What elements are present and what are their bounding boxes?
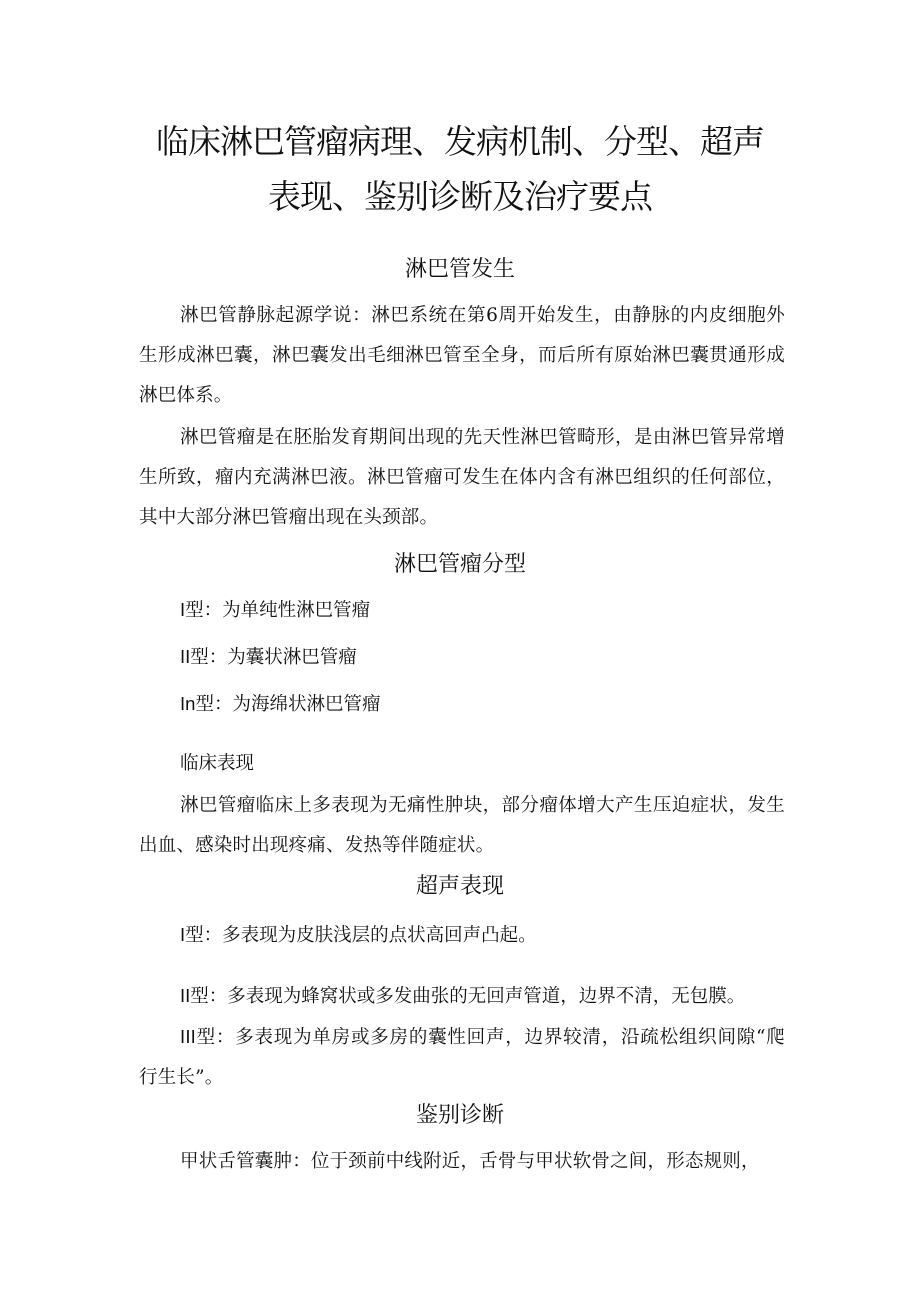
type-label: I xyxy=(180,924,186,945)
paragraph-lymph-origin: 淋巴管静脉起源学说：淋巴系统在第6周开始发生，由静脉的内皮细胞外生形成淋巴囊，淋巴囊发出毛细淋巴管至全身，而后所有原始淋巴囊贯通形成淋巴体系。 xyxy=(139,305,785,406)
section-heading-differential: 鉴别诊断 xyxy=(415,1103,504,1128)
section-heading-types: 淋巴管瘤分型 xyxy=(393,552,526,577)
type-label: II xyxy=(180,646,191,667)
type-label: II xyxy=(180,985,191,1006)
ultrasound-item-2 xyxy=(180,981,745,1012)
type-item-3 xyxy=(180,689,380,720)
paragraph-differential: 甲状舌管囊肿：位于颈前中线附近，舌骨与甲状软骨之间，形态规则， xyxy=(180,1151,760,1172)
type-label: III xyxy=(180,1026,197,1047)
title-line-2: 表现、鉴别诊断及治疗要点 xyxy=(268,177,652,216)
type-text: 型：多表现为蜂窝状或多发曲张的无回声管道，边界不清，无包膜。 xyxy=(190,986,746,1007)
type-item-2 xyxy=(180,642,357,673)
section-heading-ultrasound: 超声表现 xyxy=(415,874,504,899)
type-text: 型：为海绵状淋巴管瘤 xyxy=(195,694,381,715)
type-text: 型：为单纯性淋巴管瘤 xyxy=(185,600,371,621)
paragraph-clinical: 淋巴管瘤临床上多表现为无痛性肿块，部分瘤体增大产生压迫症状，发生出血、感染时出现疼痛、发热等伴随症状。 xyxy=(139,795,785,856)
type-text: 型：多表现为皮肤浅层的点状高回声凸起。 xyxy=(185,925,537,946)
paragraph-lymphangioma-definition: 淋巴管瘤是在胚胎发育期间出现的先天性淋巴管畸形，是由淋巴管异常增生所致，瘤内充满淋巴液。淋巴管瘤可发生在体内含有淋巴组织的任何部位，其中大部分淋巴管瘤出现在头颈部。 xyxy=(139,427,785,528)
type-label: I xyxy=(180,599,186,620)
document-title xyxy=(140,114,780,224)
section-heading-clinical: 临床表现 xyxy=(180,753,255,774)
type-item-1 xyxy=(180,595,370,626)
ultrasound-item-3 xyxy=(139,1017,785,1098)
type-text: 型：多表现为单房或多房的囊性回声，边界较清，沿疏松组织间隙“爬行生长”。 xyxy=(139,1027,785,1088)
title-line-1: 临床淋巴管瘤病理、发病机制、分型、超声 xyxy=(156,122,764,161)
type-text: 型：为囊状淋巴管瘤 xyxy=(190,647,357,668)
type-label: In xyxy=(180,693,196,714)
section-heading-development: 淋巴管发生 xyxy=(404,257,515,282)
ultrasound-item-1 xyxy=(180,920,537,951)
